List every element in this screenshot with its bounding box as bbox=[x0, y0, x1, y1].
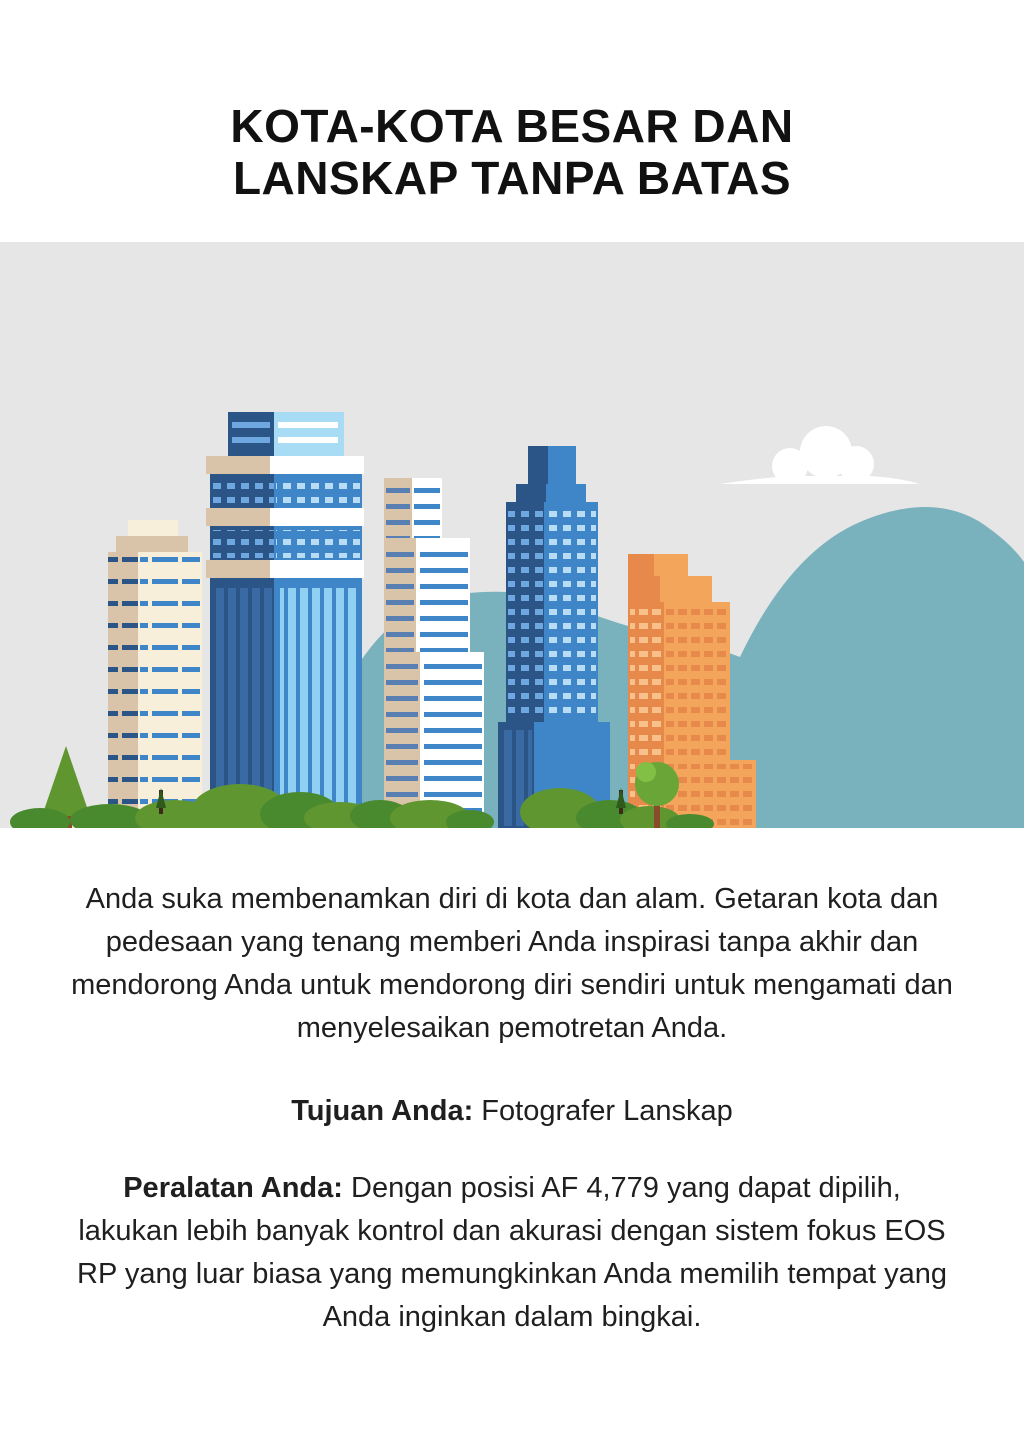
building-beige-left bbox=[108, 520, 202, 812]
cityscape-illustration bbox=[0, 242, 1024, 828]
description-paragraph: Anda suka membenamkan diri di kota dan alam. Getaran kota dan pedesaan yang tenang memberi Anda inspirasi tanpa akhir dan mendorong Anda untuk mendorong diri sendiri untuk mengamati dan menyelesaikan pemotretan Anda. bbox=[71, 883, 953, 1044]
page-title bbox=[0, 100, 1024, 204]
equipment-value: Dengan posisi AF 4,779 yang dapat dipilih, lakukan lebih banyak kontrol dan akurasi dengan sistem fokus EOS RP yang luar biasa yang memungkinkan Anda memilih tempat yang Anda inginkan dalam bingkai. bbox=[77, 1172, 947, 1333]
equipment-paragraph bbox=[70, 1167, 954, 1339]
building-tower-left bbox=[206, 412, 364, 812]
goal-paragraph bbox=[70, 1090, 954, 1133]
title-line-1: KOTA-KOTA BESAR DAN bbox=[230, 100, 794, 152]
body-text bbox=[70, 878, 954, 1339]
title-line-2: LANSKAP TANPA BATAS bbox=[232, 152, 792, 204]
building-tower-right bbox=[498, 446, 610, 828]
goal-label: Tujuan Anda: bbox=[291, 1095, 474, 1127]
cityscape-svg bbox=[0, 242, 1024, 828]
equipment-label: Peralatan Anda: bbox=[123, 1172, 343, 1204]
goal-value: Fotografer Lanskap bbox=[481, 1095, 733, 1127]
